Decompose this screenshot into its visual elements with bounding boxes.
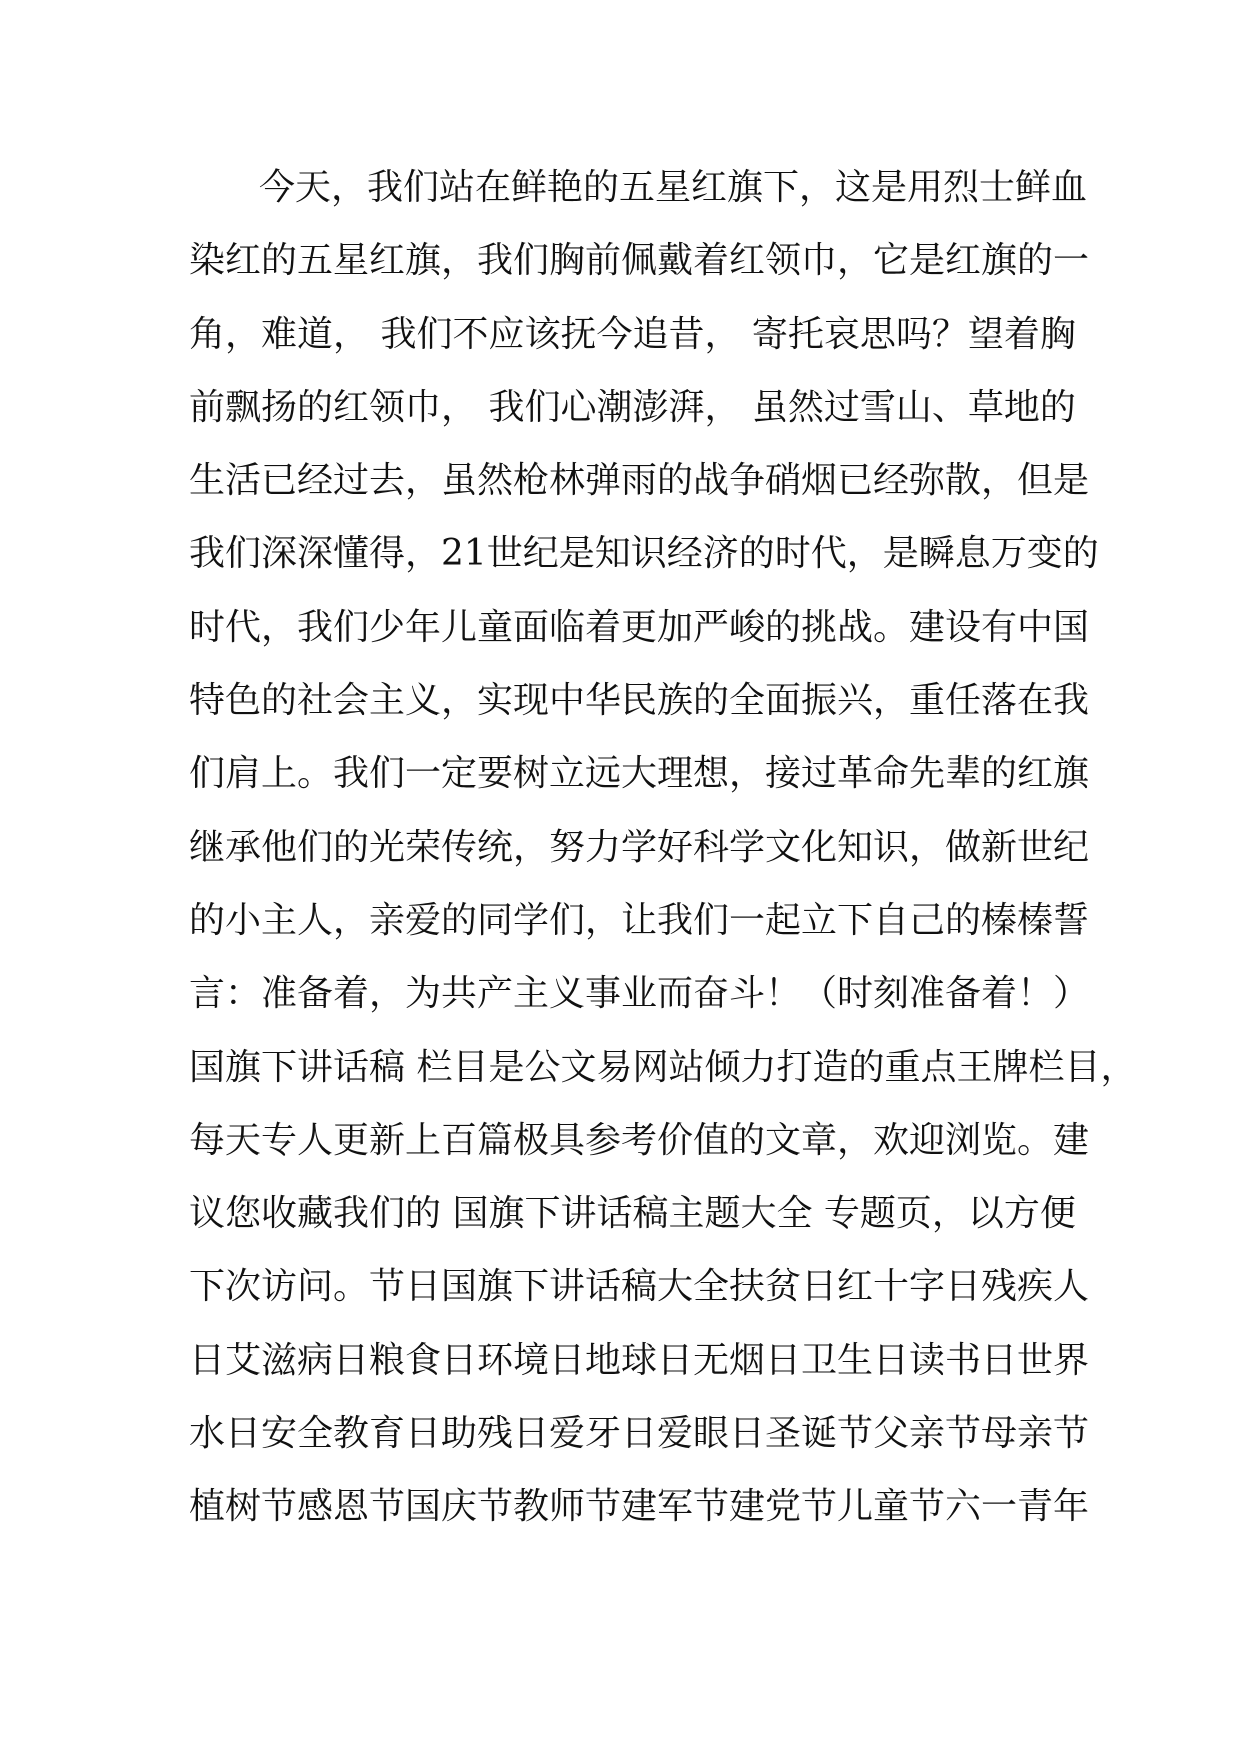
text-line: 水日安全教育日助残日爱牙日爱眼日圣诞节父亲节母亲节 [189,1413,1090,1455]
text-line: 每天专人更新上百篇极具参考价值的文章，欢迎浏览。建 [189,1119,1090,1161]
text-line: 的小主人，亲爱的同学们，让我们一起立下自己的榛榛誓 [189,899,1090,941]
text-line: 前飘扬的红领巾， 我们心潮澎湃， 虽然过雪山、草地的 [189,386,1076,428]
text-line: 今天，我们站在鲜艳的五星红旗下，这是用烈士鲜血 [259,167,1088,208]
text-line: 生活已经过去，虽然枪林弹雨的战争硝烟已经弥散，但是 [189,460,1090,502]
text-line: 议您收藏我们的 国旗下讲话稿主题大全 专题页，以方便 [189,1193,1076,1235]
text-line: 们肩上。我们一定要树立远大理想，接过革命先辈的红旗 [189,753,1090,795]
text-line: 特色的社会主义，实现中华民族的全面振兴，重任落在我 [189,680,1090,722]
text-line: 继承他们的光荣传统，努力学好科学文化知识，做新世纪 [189,826,1090,868]
text-line: 植树节感恩节国庆节教师节建军节建党节儿童节六一青年 [189,1486,1090,1528]
text-line: 角，难道， 我们不应该抚今追昔， 寄托哀思吗？望着胸 [189,313,1076,355]
text-line: 日艾滋病日粮食日环境日地球日无烟日卫生日读书日世界 [189,1339,1090,1381]
body-text [189,167,1137,1561]
text-line: 国旗下讲话稿 栏目是公文易网站倾力打造的重点王牌栏目， [189,1046,1137,1088]
text-line: 下次访问。节日国旗下讲话稿大全扶贫日红十字日残疾人 [189,1266,1090,1308]
text-line: 言：准备着，为共产主义事业而奋斗！（时刻准备着！） [189,973,1090,1015]
text-line: 时代，我们少年儿童面临着更加严峻的挑战。建设有中国 [189,606,1090,648]
text-line: 染红的五星红旗，我们胸前佩戴着红领巾，它是红旗的一 [189,240,1090,282]
text-line: 我们深深懂得，21世纪是知识经济的时代，是瞬息万变的 [189,533,1099,575]
